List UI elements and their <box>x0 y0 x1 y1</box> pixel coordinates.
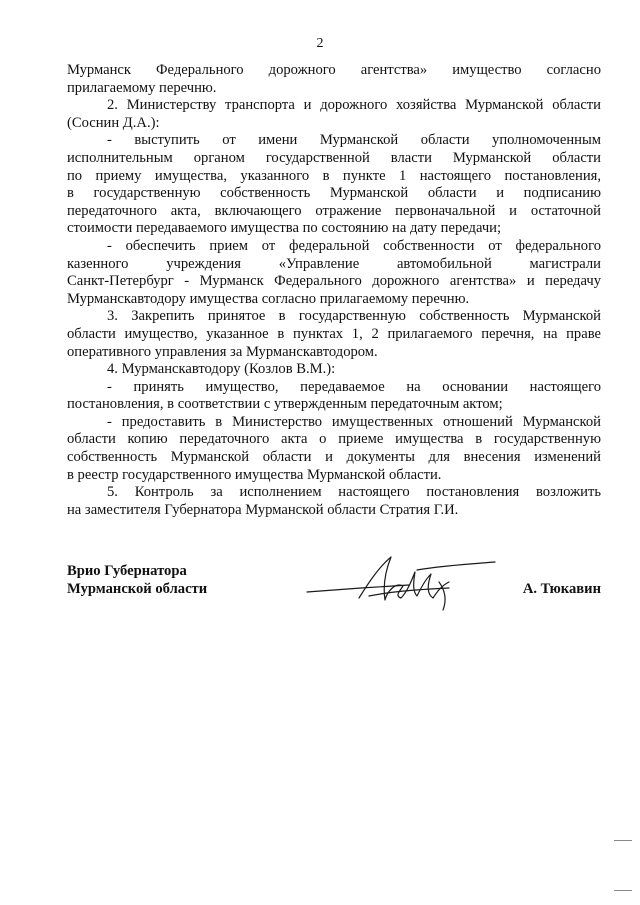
text-line: области копию передаточного акта о приеме имущества в государственную <box>67 431 601 448</box>
text-line: в государственную собственность Мурманской области и подписанию <box>67 185 601 202</box>
text-line: 4. Мурманскавтодору (Козлов В.М.): <box>107 361 336 378</box>
signatory-position-line: Мурманской области <box>67 581 208 597</box>
text-line: 2. Министерству транспорта и дорожного хозяйства Мурманской области <box>107 97 601 114</box>
handwritten-signature <box>299 552 499 614</box>
text-line: 5. Контроль за исполнением настоящего постановления возложить <box>107 484 601 501</box>
signatory-position <box>67 562 207 598</box>
document-body <box>67 62 601 519</box>
text-line: по приему имущества, указанного в пункте 1 настоящего постановления, <box>67 167 601 184</box>
text-line: казенного учреждения «Управление автомобильной магистрали <box>67 255 601 272</box>
text-line: - выступить от имени Мурманской области уполномоченным <box>107 132 601 149</box>
signatory-position-line: Врио Губернатора <box>67 563 187 579</box>
text-line: 3. Закрепить принятое в государственную собственность Мурманской <box>107 308 601 325</box>
scan-edge-line <box>614 890 632 891</box>
text-line: исполнительным органом государственной власти Мурманской области <box>67 149 601 166</box>
text-line: в реестр государственного имущества Мурманской области. <box>67 466 442 483</box>
text-line: передаточного акта, включающего отражение первоначальной и остаточной <box>67 202 601 219</box>
text-line: постановления, в соответствии с утвержденным передаточным актом; <box>67 396 503 413</box>
text-line: - предоставить в Министерство имущественных отношений Мурманской <box>107 413 601 430</box>
text-line: Мурманскавтодору имущества согласно прилагаемому перечню. <box>67 290 470 307</box>
text-line: на заместителя Губернатора Мурманской области Стратия Г.И. <box>67 501 459 518</box>
text-line: собственность Мурманской области и документы для внесения изменений <box>67 449 601 466</box>
scan-edge-line <box>614 840 632 841</box>
text-line: - обеспечить прием от федеральной собственности от федерального <box>107 237 601 254</box>
text-line: прилагаемому перечню. <box>67 79 217 96</box>
page-number: 2 <box>316 36 324 51</box>
signature-block <box>67 562 601 622</box>
text-line: стоимости передаваемого имущества по состоянию на дату передачи; <box>67 220 502 237</box>
text-line: (Соснин Д.А.): <box>67 114 160 131</box>
text-line: Санкт-Петербург - Мурманск Федерального дорожного агентства» и передачу <box>67 273 601 290</box>
signatory-name: А. Тюкавин <box>522 581 601 597</box>
text-line: оперативного управления за Мурманскавтодором. <box>67 343 378 360</box>
scan-edge-marks <box>612 830 632 900</box>
text-line: Мурманск Федерального дорожного агентства» имущество согласно <box>67 62 601 78</box>
text-line: - принять имущество, передаваемое на основании настоящего <box>107 378 601 395</box>
text-line: области имущество, указанное в пунктах 1, 2 прилагаемого перечня, на праве <box>67 325 601 342</box>
